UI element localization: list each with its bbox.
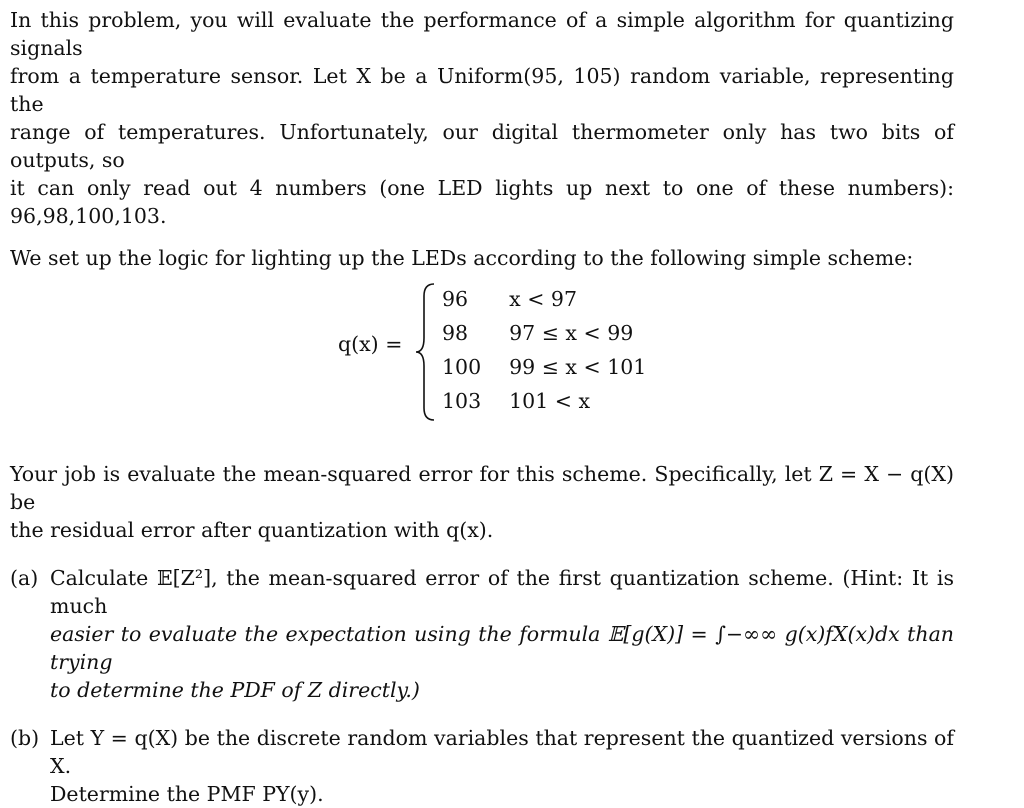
part-b-line-2: Determine the PMF PY(y).: [50, 782, 324, 806]
case-value: 98: [442, 321, 469, 345]
intro-line-2: from a temperature sensor. Let X be a Uniform(95, 105) random variable, representing the: [10, 64, 954, 116]
part-a-line-3: to determine the PDF of Z directly.): [50, 678, 420, 702]
case-condition: x < 97: [509, 287, 577, 311]
part-a: [10, 564, 954, 704]
problem-page: [10, 6, 954, 808]
part-b-line-1: Let Y = q(X) be the discrete random variables that represent the quantized versions of X.: [50, 726, 954, 778]
case-condition: 97 ≤ x < 99: [509, 321, 634, 345]
quantizer-cases: [434, 282, 646, 418]
part-b: [10, 724, 954, 808]
part-a-line-1: Calculate 𝔼[Z²], the mean-squared error of the first quantization scheme. (Hint: It is much: [50, 566, 954, 618]
quantizer-definition: [10, 282, 954, 442]
case-row: [434, 282, 646, 316]
case-row: [434, 316, 646, 350]
intro-line-3: range of temperatures. Unfortunately, our digital thermometer only has two bits of outputs, so: [10, 120, 954, 172]
part-a-label: (a): [10, 566, 39, 590]
setup-sentence: We set up the logic for lighting up the LEDs according to the following simple scheme:: [10, 246, 914, 270]
case-condition: 99 ≤ x < 101: [509, 355, 647, 379]
case-row: [434, 350, 646, 384]
case-value: 96: [442, 287, 469, 311]
part-a-line-2: easier to evaluate the expectation using the formula 𝔼[g(X)] = ∫−∞∞ g(x)fX(x)dx than trying: [50, 622, 954, 674]
case-value: 100: [442, 355, 482, 379]
job-line-2: the residual error after quantization with q(x).: [10, 518, 494, 542]
intro-line-1: In this problem, you will evaluate the performance of a simple algorithm for quantizing signals: [10, 8, 954, 60]
case-row: [434, 384, 646, 418]
case-condition: 101 < x: [509, 389, 591, 413]
job-line-1: Your job is evaluate the mean-squared error for this scheme. Specifically, let Z = X − q(X) be: [10, 462, 954, 514]
intro-paragraph: [10, 6, 954, 230]
case-value: 103: [442, 389, 482, 413]
quantizer-lhs: q(x) =: [338, 332, 403, 356]
job-paragraph: [10, 460, 954, 544]
part-b-label: (b): [10, 726, 40, 750]
intro-line-4: it can only read out 4 numbers (one LED lights up next to one of these numbers): 96,98,100,103.: [10, 176, 954, 228]
left-brace: [414, 282, 436, 422]
